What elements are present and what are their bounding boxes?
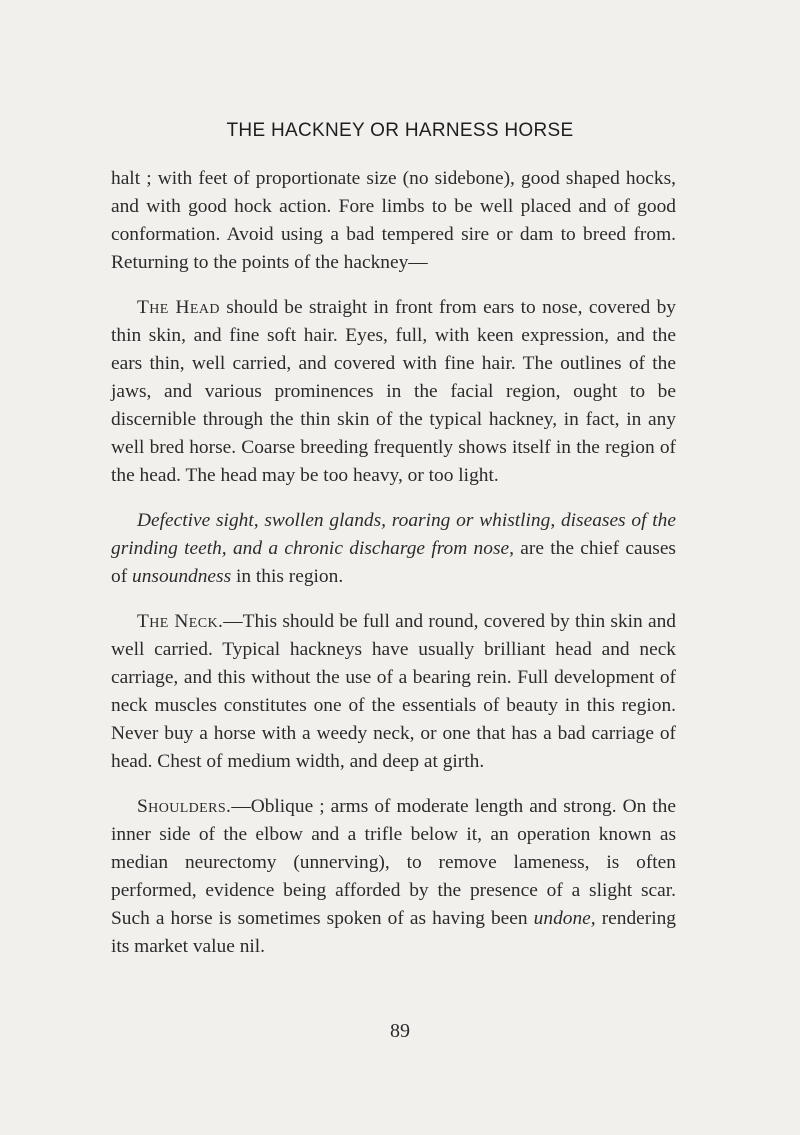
paragraph-1 (111, 165, 676, 277)
paragraph-head (111, 294, 676, 490)
body-text (111, 165, 676, 978)
paragraph-shoulders-text-end: rendering its market value nil. (111, 908, 676, 957)
paragraph-shoulders (111, 793, 676, 961)
unsoundness-italic-word: unsoundness (132, 566, 232, 587)
paragraph-head-text: should be straight in front from ears to nose, covered by thin skin, and fine soft hair. Eyes, full, with keen expression, and the ears thin, well carried, and covered with fine hair. The outlines of the jaws, and various prominences in the facial region, ought to be discernible through the thin skin of the typical hackney, in fact, in any well bred horse. Coarse breeding frequently shows itself in the region of the head. The head may be too heavy, or too light. (111, 297, 676, 486)
unsoundness-text-b: in this region. (231, 566, 344, 587)
paragraph-neck (111, 608, 676, 776)
paragraph-neck-text: —This should be full and round, covered by thin skin and well carried. Typical hackneys have usually brilliant head and neck carriage, and this without the use of a bearing rein. Full development of neck muscles constitutes one of the essentials of beauty in this region. Never buy a horse with a weedy neck, or one that has a bad carriage of head. Chest of medium width, and deep at girth. (111, 611, 677, 772)
section-heading-neck: The Neck. (137, 611, 224, 632)
page-number: 89 (390, 1020, 410, 1042)
unsoundness-text-a: are the chief causes of (111, 538, 676, 587)
paragraph-1-text: halt ; with feet of proportionate size (no sidebone), good shaped hocks, and with good hock action. Fore limbs to be well placed and of good conformation. Avoid using a bad tempered sire or dam to breed from. Returning to the points of the hackney— (111, 168, 676, 273)
undone-italic-word: undone, (533, 908, 596, 929)
section-heading-head: The Head (137, 297, 220, 318)
paragraph-unsoundness (111, 507, 676, 591)
unsoundness-causes-italic: Defective sight, swollen glands, roaring or whistling, diseases of the grinding teeth, and a chronic discharge from nose, (111, 510, 676, 559)
section-heading-shoulders: Shoulders. (137, 796, 232, 817)
paragraph-shoulders-text: —Oblique ; arms of moderate length and strong. On the inner side of the elbow and a trifle below it, an operation known as median neurectomy (unnerving), to remove lameness, is often performed, evidence being afforded by the presence of a slight scar. Such a horse is sometimes spoken of as having been (111, 796, 676, 929)
running-head: THE HACKNEY OR HARNESS HORSE (226, 120, 574, 141)
